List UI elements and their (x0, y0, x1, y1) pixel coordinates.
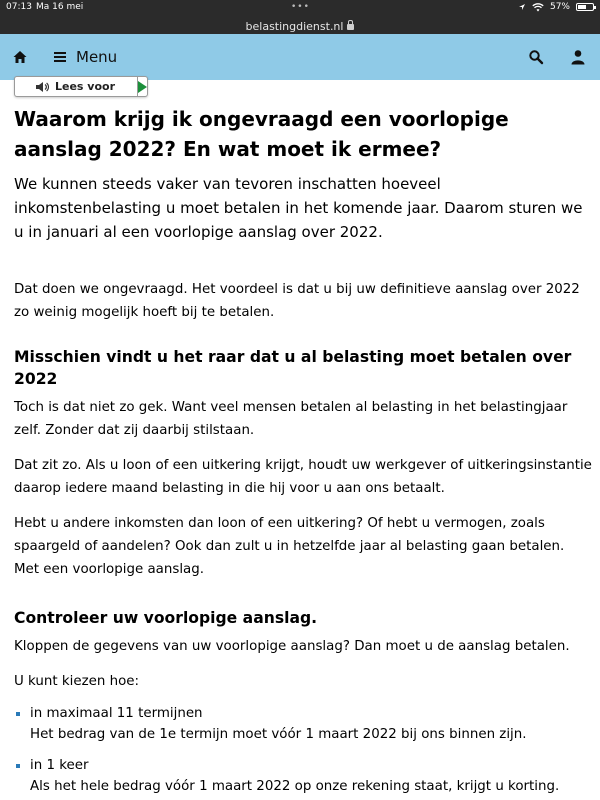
status-right (518, 2, 594, 12)
read-aloud-widget (14, 76, 148, 97)
play-button[interactable] (138, 77, 147, 96)
payment-options-list (14, 703, 592, 797)
multitask-dots-icon[interactable]: ••• (291, 2, 310, 12)
menu-label: Menu (76, 48, 118, 66)
article (14, 104, 592, 797)
list-item (14, 703, 592, 745)
menu-button[interactable] (54, 46, 117, 68)
play-icon (138, 81, 147, 93)
battery-tip (594, 6, 596, 9)
paragraph: Dat doen we ongevraagd. Het voordeel is dat u bij uw definitieve aanslag over 2022 zo weinig mogelijk hoeft bij te betalen. (14, 282, 580, 320)
intro-text: We kunnen steeds vaker van tevoren inschatten hoeveel inkomstenbelasting u moet betalen in het komende jaar. Daarom sturen we u in januari al een voorlopige aanslag over 2022. (14, 175, 583, 241)
paragraph: Kloppen de gegevens van uw voorlopige aanslag? Dan moet u de aanslag betalen. (14, 639, 570, 654)
home-icon[interactable] (12, 49, 28, 65)
url-text[interactable]: belastingdienst.nl (245, 19, 344, 33)
battery-fill (578, 5, 586, 9)
paragraph: Hebt u andere inkomsten dan loon of een uitkering? Of hebt u vermogen, zoals spaargeld of aandelen? Ook dan zult u in hetzelfde jaar al belasting gaan betalen. Met een voorlopige aanslag. (14, 516, 565, 577)
option-title: in maximaal 11 termijnen (30, 706, 203, 721)
user-icon[interactable] (570, 49, 586, 65)
read-aloud-button[interactable] (15, 77, 138, 96)
page-title: Waarom krijg ik ongevraagd een voorlopige aanslag 2022? En wat moet ik ermee? (14, 107, 509, 161)
paragraph: Toch is dat niet zo gek. Want veel mensen betalen al belasting in het belastingjaar zelf. Zonder dat zij daarbij stilstaan. (14, 400, 568, 438)
battery-icon (576, 3, 594, 11)
wifi-icon (532, 3, 544, 12)
status-date: Ma 16 mei (36, 2, 84, 12)
section-heading: Controleer uw voorlopige aanslag. (14, 609, 318, 627)
paragraph: U kunt kiezen hoe: (14, 674, 140, 689)
section-heading: Misschien vindt u het raar dat u al belasting moet betalen over 2022 (14, 348, 572, 388)
search-icon[interactable] (528, 49, 544, 65)
option-title: in 1 keer (30, 758, 89, 773)
location-icon (518, 3, 526, 11)
hamburger-icon (54, 52, 66, 62)
address-bar[interactable] (0, 16, 600, 36)
list-item (14, 755, 592, 797)
paragraph: Dat zit zo. Als u loon of een uitkering krijgt, houdt uw werkgever of uitkeringsinstantie daarop iedere maand belasting in die hij voor u aan ons betaalt. (14, 458, 592, 496)
status-time: 07:13 (6, 2, 32, 12)
option-description: Het bedrag van de 1e termijn moet vóór 1 maart 2022 bij ons binnen zijn. (30, 727, 527, 742)
speaker-icon (35, 81, 49, 93)
battery-percentage: 57% (549, 2, 570, 12)
read-aloud-label: Lees voor (55, 80, 116, 93)
option-description: Als het hele bedrag vóór 1 maart 2022 op onze rekening staat, krijgt u korting. (30, 779, 560, 794)
lock-icon (347, 24, 354, 30)
site-header (0, 34, 600, 80)
